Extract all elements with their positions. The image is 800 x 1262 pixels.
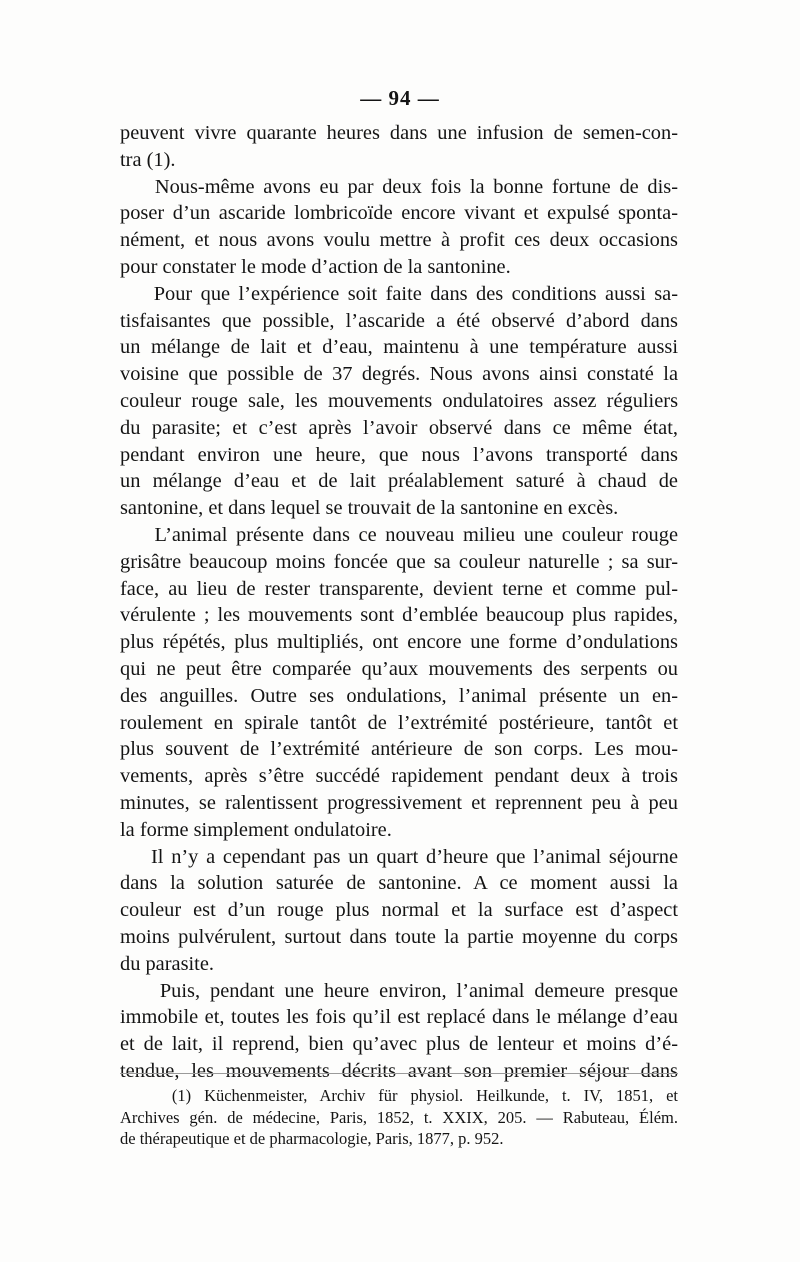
- text-line: Nous-même avons eu par deux fois la bonne fortune de dis-: [120, 175, 678, 198]
- text-line: poser d’un ascaride lombricoïde encore vivant et expulsé sponta-: [120, 202, 678, 225]
- footnote-separator: [120, 1073, 678, 1074]
- text-line: et de lait, il reprend, bien qu’avec plus de lenteur et moins d’é-: [120, 1033, 678, 1056]
- text-line: vements, après s’être succédé rapidement pendant deux à trois: [120, 765, 678, 788]
- text-line: Il n’y a cependant pas un quart d’heure que l’animal séjourne: [120, 845, 678, 868]
- text-line: couleur est d’un rouge plus normal et la surface est d’aspect: [120, 899, 678, 922]
- text-line: roulement en spirale tantôt de l’extrémité postérieure, tantôt et: [120, 711, 678, 734]
- text-line: voisine que possible de 37 degrés. Nous avons ainsi constaté la: [120, 363, 678, 386]
- main-text: [120, 120, 678, 1085]
- text-line: pendant environ une heure, que nous l’avons transporté dans: [120, 443, 678, 466]
- footnote-line: de thérapeutique et de pharmacologie, Paris, 1877, p. 952.: [120, 1129, 504, 1148]
- text-line: plus souvent de l’extrémité antérieure de son corps. Les mou-: [120, 738, 678, 761]
- text-line: un mélange d’eau et de lait préalablement saturé à chaud de: [120, 470, 678, 493]
- text-line: couleur rouge sale, les mouvements ondulatoires assez réguliers: [120, 389, 678, 412]
- text-line: dans la solution saturée de santonine. A ce moment aussi la: [120, 872, 678, 895]
- text-line: un mélange de lait et d’eau, maintenu à une température aussi: [120, 336, 678, 359]
- page-number: — 94 —: [360, 86, 440, 110]
- text-line: L’animal présente dans ce nouveau milieu une couleur rouge: [120, 523, 678, 546]
- text-line: vérulente ; les mouvements sont d’emblée beaucoup plus rapides,: [120, 604, 678, 627]
- text-line: pour constater le mode d’action de la santonine.: [120, 255, 511, 278]
- footnote: [120, 1085, 678, 1150]
- text-line: tra (1).: [120, 148, 176, 171]
- text-line: peuvent vivre quarante heures dans une infusion de semen-con-: [120, 122, 678, 144]
- footnote-line: Archives gén. de médecine, Paris, 1852, t. XXIX, 205. — Rabuteau, Élém.: [120, 1107, 678, 1127]
- footnote-line: (1) Küchenmeister, Archiv für physiol. Heilkunde, t. IV, 1851, et: [120, 1086, 678, 1105]
- text-line: du parasite; et c’est après l’avoir observé dans ce même état,: [120, 416, 678, 439]
- text-line: tendue, les mouvements décrits avant son premier séjour dans: [120, 1059, 678, 1082]
- text-line: Pour que l’expérience soit faite dans des conditions aussi sa-: [120, 282, 678, 305]
- text-line: nément, et nous avons voulu mettre à profit ces deux occasions: [120, 229, 678, 252]
- text-line: qui ne peut être comparée qu’aux mouvements des serpents ou: [120, 657, 678, 680]
- text-line: minutes, se ralentissent progressivement et reprennent peu à peu: [120, 791, 678, 814]
- text-line: la forme simplement ondulatoire.: [120, 818, 392, 841]
- text-line: moins pulvérulent, surtout dans toute la partie moyenne du corps: [120, 925, 678, 948]
- text-line: des anguilles. Outre ses ondulations, l’animal présente un en-: [120, 684, 678, 707]
- text-line: Puis, pendant une heure environ, l’animal demeure presque: [120, 979, 678, 1002]
- text-line: grisâtre beaucoup moins foncée que sa couleur naturelle ; sa sur-: [120, 550, 678, 573]
- text-line: plus répétés, plus multipliés, ont encore une forme d’ondulations: [120, 631, 678, 654]
- text-line: face, au lieu de rester transparente, devient terne et comme pul-: [120, 577, 678, 600]
- text-line: santonine, et dans lequel se trouvait de la santonine en excès.: [120, 497, 619, 520]
- text-line: immobile et, toutes les fois qu’il est replacé dans le mélange d’eau: [120, 1006, 678, 1029]
- text-line: tisfaisantes que possible, l’ascaride a été observé d’abord dans: [120, 309, 678, 332]
- text-line: du parasite.: [120, 952, 214, 975]
